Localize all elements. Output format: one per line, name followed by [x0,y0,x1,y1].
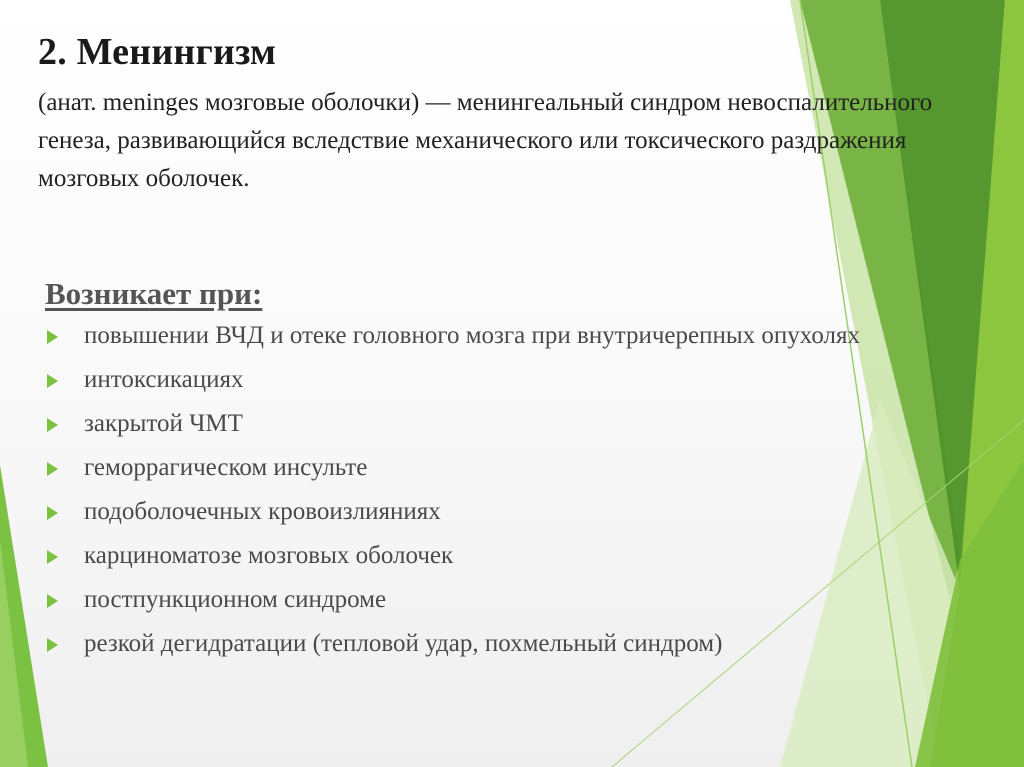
list-item [45,498,945,525]
list-item-text: повышении ВЧД и отеке головного мозга при внутричерепных опухолях [84,322,860,349]
list-item-text: интоксикациях [84,366,244,393]
list-item [45,542,945,569]
list-item [45,410,945,437]
list-item-text: подоболочечных кровоизлияниях [84,498,441,525]
triangle-bullet-icon [47,374,58,388]
list-item-text: постпункционном синдроме [84,586,387,613]
list-item-text: геморрагическом инсульте [84,454,368,481]
triangle-bullet-icon [47,506,58,520]
list-item [45,454,945,481]
triangle-bullet-icon [47,638,58,652]
triangle-bullet-icon [47,550,58,564]
slide-intro-text: (анат. meninges мозговые оболочки) — менингеальный синдром невоспалительного генеза, развивающийся вследствие механического или токсического раздражения мозговых оболочек. [38,89,933,192]
list-item-text: карциноматозе мозговых оболочек [84,542,454,569]
triangle-bullet-icon [47,594,58,608]
list-item [45,586,945,613]
triangle-bullet-icon [47,330,58,344]
bullet-list [45,322,945,674]
triangle-bullet-icon [47,462,58,476]
list-item [45,366,945,393]
slide-title: 2. Менингизм [38,31,277,73]
slide-subheading: Возникает при: [45,276,263,311]
triangle-bullet-icon [47,418,58,432]
list-item-text: закрытой ЧМТ [84,410,243,437]
list-item-text: резкой дегидратации (тепловой удар, похмельный синдром) [84,630,723,657]
list-item [45,630,945,657]
list-item [45,322,945,349]
